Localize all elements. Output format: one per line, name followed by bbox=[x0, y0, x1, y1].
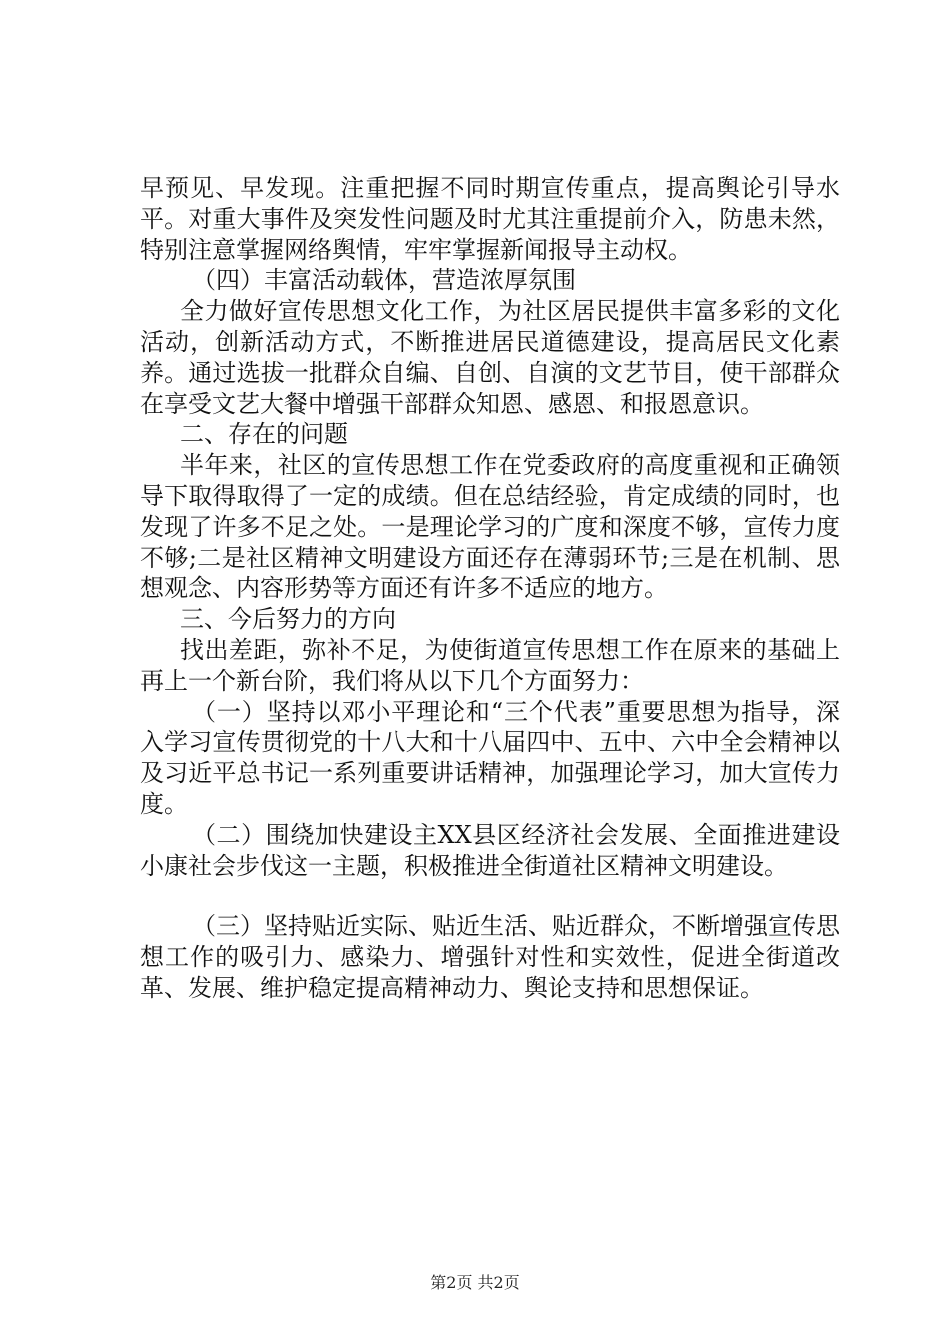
subheading-four: （四）丰富活动载体，营造浓厚氛围 bbox=[192, 266, 576, 295]
paragraph-future-intro: 找出差距，弥补不足，为使街道宣传思想工作在原来的基础上再上一个新台阶，我们将从以下几个方面努力： bbox=[140, 635, 840, 695]
page-footer: 第2页 共2页 bbox=[430, 1273, 520, 1292]
paragraph-item-one: （一）坚持以邓小平理论和“三个代表”重要思想为指导，深入学习宣传贯彻党的十八大和十八届四中、五中、六中全会精神以及习近平总书记一系列重要讲话精神，加强理论学习，加大宣传力度。 bbox=[140, 697, 840, 818]
paragraph-cultural-activities: 全力做好宣传思想文化工作，为社区居民提供丰富多彩的文化活动，创新活动方式，不断推进居民道德建设，提高居民文化素养。通过选拔一批群众自编、自创、自演的文艺节目，使干部群众在享受文艺大餐中增强干部群众知恩、感恩、和报恩意识。 bbox=[140, 297, 840, 418]
heading-existing-problems: 二、存在的问题 bbox=[180, 420, 348, 449]
paragraph-problems: 半年来，社区的宣传思想工作在党委政府的高度重视和正确领导下取得取得了一定的成绩。但在总结经验，肯定成绩的同时，也发现了许多不足之处。一是理论学习的广度和深度不够，宣传力度不够;二是社区精神文明建设方面还存在薄弱环节;三是在机制、思想观念、内容形势等方面还有许多不适应的地方。 bbox=[140, 451, 840, 603]
heading-future-direction: 三、今后努力的方向 bbox=[180, 605, 396, 634]
paragraph-item-two: （二）围绕加快建设主XX县区经济社会发展、全面推进建设小康社会步伐这一主题，积极推进全街道社区精神文明建设。 bbox=[140, 820, 840, 880]
document-body bbox=[140, 173, 840, 1004]
paragraph-continuation: 早预见、早发现。注重把握不同时期宣传重点，提高舆论引导水平。对重大事件及突发性问题及时尤其注重提前介入，防患未然，特别注意掌握网络舆情，牢牢掌握新闻报导主动权。 bbox=[140, 174, 840, 264]
paragraph-item-three: （三）坚持贴近实际、贴近生活、贴近群众，不断增强宣传思想工作的吸引力、感染力、增强针对性和实效性，促进全街道改革、发展、维护稳定提高精神动力、舆论支持和思想保证。 bbox=[140, 912, 840, 1002]
